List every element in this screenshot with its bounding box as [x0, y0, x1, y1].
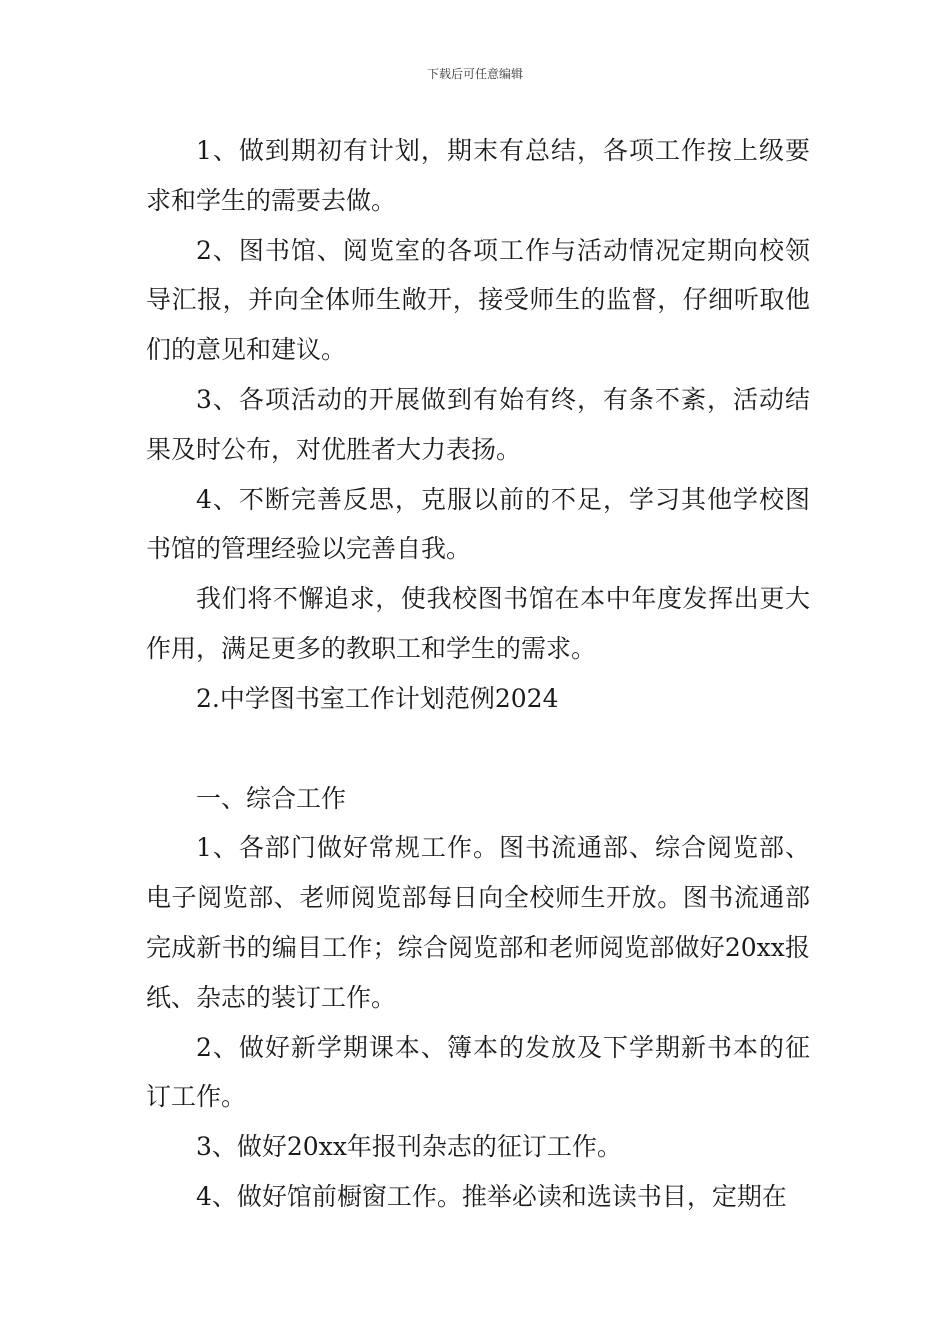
section-heading: 一、综合工作	[196, 783, 347, 813]
paragraph: 4、做好馆前橱窗工作。推举必读和选读书目，定期在	[196, 1181, 787, 1211]
paragraph: 我们将不懈追求，使我校图书馆在本中年度发挥出更大作用，满足更多的教职工和学生的需求。	[146, 584, 810, 663]
document-body	[146, 126, 810, 1222]
paragraph: 1、各部门做好常规工作。图书流通部、综合阅览部、电子阅览部、老师阅览部每日向全校师生开放。图书流通部完成新书的编目工作；综合阅览部和老师阅览部做好20xx报纸、杂志的装订工作。	[146, 833, 810, 1012]
paragraph: 3、做好20xx年报刊杂志的征订工作。	[196, 1132, 622, 1162]
paragraph: 2、做好新学期课本、簿本的发放及下学期新书本的征订工作。	[146, 1032, 810, 1112]
header-note: 下载后可任意编辑	[426, 67, 523, 81]
paragraph: 2、图书馆、阅览室的各项工作与活动情况定期向校领导汇报，并向全体师生敞开，接受师生的监督，仔细听取他们的意见和建议。	[146, 235, 810, 365]
paragraph: 3、各项活动的开展做到有始有终，有条不紊，活动结果及时公布，对优胜者大力表扬。	[146, 384, 810, 464]
paragraph: 4、不断完善反思，克服以前的不足，学习其他学校图书馆的管理经验以完善自我。	[146, 484, 810, 564]
section-title: 2.中学图书室工作计划范例2024	[196, 683, 559, 713]
paragraph: 1、做到期初有计划，期末有总结，各项工作按上级要求和学生的需要去做。	[146, 136, 810, 215]
